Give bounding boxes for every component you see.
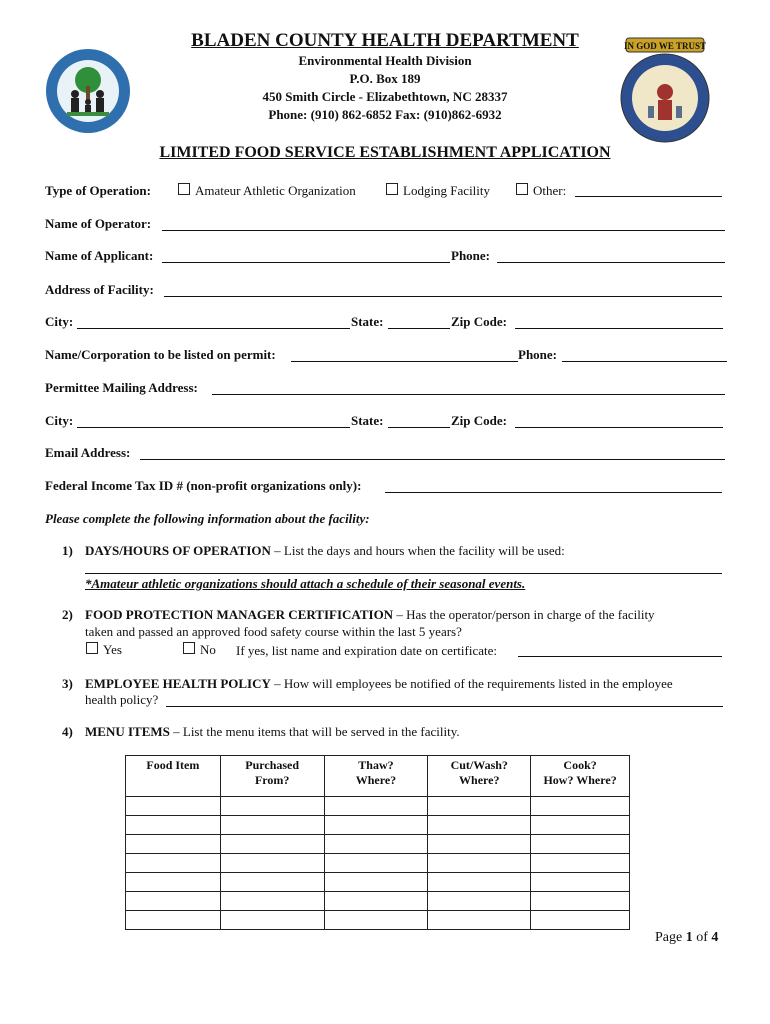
table-cell[interactable] <box>220 911 324 930</box>
checkbox-yes[interactable] <box>86 642 98 654</box>
mailing-state-label: State: <box>351 413 384 428</box>
table-row <box>126 797 630 816</box>
q2-if-yes-label: If yes, list name and expiration date on certificate: <box>236 643 497 658</box>
table-cell[interactable] <box>531 816 630 835</box>
header-thaw: Thaw? Where? <box>324 756 428 797</box>
table-cell[interactable] <box>428 816 531 835</box>
table-cell[interactable] <box>324 835 428 854</box>
table-cell[interactable] <box>126 873 221 892</box>
option-lodging-facility[interactable]: Lodging Facility <box>386 183 490 199</box>
table-cell[interactable] <box>428 873 531 892</box>
mailing-state-input[interactable] <box>388 427 450 428</box>
mailing-address-label: Permittee Mailing Address: <box>45 380 198 395</box>
q2-option-yes[interactable]: Yes <box>86 642 122 658</box>
facility-city-input[interactable] <box>77 328 350 329</box>
facility-city-label: City: <box>45 314 74 329</box>
table-cell[interactable] <box>126 835 221 854</box>
checkbox-amateur-athletic[interactable] <box>178 183 190 195</box>
table-row <box>126 854 630 873</box>
table-cell[interactable] <box>220 854 324 873</box>
table-cell[interactable] <box>220 816 324 835</box>
table-cell[interactable] <box>531 873 630 892</box>
table-cell[interactable] <box>220 797 324 816</box>
table-cell[interactable] <box>324 797 428 816</box>
facility-state-label: State: <box>351 314 384 329</box>
q2-number: 2) <box>62 607 73 622</box>
option-amateur-athletic[interactable]: Amateur Athletic Organization <box>178 183 356 199</box>
applicant-label: Name of Applicant: <box>45 248 154 263</box>
applicant-phone-label: Phone: <box>451 248 490 263</box>
checkbox-lodging-facility[interactable] <box>386 183 398 195</box>
checkbox-other[interactable] <box>516 183 528 195</box>
mailing-city-label: City: <box>45 413 74 428</box>
table-row <box>126 911 630 930</box>
table-cell[interactable] <box>220 873 324 892</box>
q4-number: 4) <box>62 724 73 739</box>
q2-text-line1: FOOD PROTECTION MANAGER CERTIFICATION – Has the operator/person in charge of the facility <box>85 607 655 622</box>
phone-fax: Phone: (910) 862-6852 Fax: (910)862-6932 <box>268 107 502 122</box>
menu-items-table <box>125 755 630 930</box>
q3-text-line1: EMPLOYEE HEALTH POLICY – How will employees be notified of the requirements listed in the employee <box>85 676 673 691</box>
q2-option-no[interactable]: No <box>183 642 216 658</box>
facility-state-input[interactable] <box>388 328 450 329</box>
q1-text: DAYS/HOURS OF OPERATION – List the days and hours when the facility will be used: <box>85 543 565 558</box>
operator-label: Name of Operator: <box>45 216 152 231</box>
tax-id-label: Federal Income Tax ID # (non-profit organizations only): <box>45 478 362 493</box>
header-purchased: Purchased From? <box>220 756 324 797</box>
q1-input[interactable] <box>85 573 722 574</box>
po-box: P.O. Box 189 <box>349 71 421 86</box>
division-name: Environmental Health Division <box>298 53 472 68</box>
table-cell[interactable] <box>324 911 428 930</box>
table-cell[interactable] <box>531 854 630 873</box>
facility-address-label: Address of Facility: <box>45 282 154 297</box>
mailing-zip-input[interactable] <box>515 427 723 428</box>
q3-input[interactable] <box>166 706 723 707</box>
q3-number: 3) <box>62 676 73 691</box>
table-cell[interactable] <box>428 797 531 816</box>
table-cell[interactable] <box>531 835 630 854</box>
checkbox-no[interactable] <box>183 642 195 654</box>
table-cell[interactable] <box>324 854 428 873</box>
department-title: BLADEN COUNTY HEALTH DEPARTMENT <box>191 30 579 51</box>
facility-zip-label: Zip Code: <box>451 314 507 329</box>
q3-text-line2: health policy? <box>85 692 159 707</box>
form-title: LIMITED FOOD SERVICE ESTABLISHMENT APPLICATION <box>159 144 611 161</box>
mailing-city-input[interactable] <box>77 427 350 428</box>
permit-name-label: Name/Corporation to be listed on permit: <box>45 347 276 362</box>
q1-note: *Amateur athletic organizations should attach a schedule of their seasonal events. <box>85 576 526 591</box>
table-cell[interactable] <box>428 835 531 854</box>
facility-zip-input[interactable] <box>515 328 723 329</box>
table-row <box>126 873 630 892</box>
table-cell[interactable] <box>324 816 428 835</box>
instructions: Please complete the following information about the facility: <box>45 511 370 526</box>
email-label: Email Address: <box>45 445 131 460</box>
permit-phone-label: Phone: <box>518 347 557 362</box>
table-header-row <box>126 756 630 797</box>
q1-number: 1) <box>62 543 73 558</box>
table-cell[interactable] <box>428 892 531 911</box>
table-cell[interactable] <box>126 854 221 873</box>
operator-input[interactable] <box>162 230 725 231</box>
seal-banner-text: IN GOD WE TRUST <box>624 41 706 51</box>
table-row <box>126 835 630 854</box>
table-row <box>126 892 630 911</box>
table-cell[interactable] <box>126 911 221 930</box>
table-cell[interactable] <box>126 892 221 911</box>
facility-address-input[interactable] <box>164 296 722 297</box>
option-other[interactable]: Other: <box>516 183 566 199</box>
email-input[interactable] <box>140 459 725 460</box>
table-cell[interactable] <box>428 854 531 873</box>
applicant-phone-input[interactable] <box>497 262 725 263</box>
permit-name-input[interactable] <box>291 361 518 362</box>
table-cell[interactable] <box>324 892 428 911</box>
table-cell[interactable] <box>531 797 630 816</box>
table-cell[interactable] <box>220 835 324 854</box>
table-cell[interactable] <box>324 873 428 892</box>
q4-text: MENU ITEMS – List the menu items that will be served in the facility. <box>85 724 460 739</box>
mailing-zip-label: Zip Code: <box>451 413 507 428</box>
q2-certificate-input[interactable] <box>518 656 722 657</box>
tax-id-input[interactable] <box>385 492 722 493</box>
permit-phone-input[interactable] <box>562 361 727 362</box>
table-cell[interactable] <box>531 911 630 930</box>
type-of-operation-label: Type of Operation: <box>45 183 151 198</box>
applicant-input[interactable] <box>162 262 450 263</box>
header-cut-wash: Cut/Wash? Where? <box>428 756 531 797</box>
header-cook: Cook? How? Where? <box>531 756 630 797</box>
street-address: 450 Smith Circle - Elizabethtown, NC 28337 <box>262 89 508 104</box>
other-input-line[interactable] <box>575 196 722 197</box>
table-cell[interactable] <box>126 816 221 835</box>
page-indicator: Page 1 of 4 <box>655 930 719 945</box>
table-cell[interactable] <box>220 892 324 911</box>
table-cell[interactable] <box>126 797 221 816</box>
mailing-address-input[interactable] <box>212 394 725 395</box>
table-cell[interactable] <box>531 892 630 911</box>
table-row <box>126 816 630 835</box>
q2-text-line2: taken and passed an approved food safety course within the last 5 years? <box>85 624 462 639</box>
table-cell[interactable] <box>428 911 531 930</box>
header-food-item: Food Item <box>126 756 221 797</box>
